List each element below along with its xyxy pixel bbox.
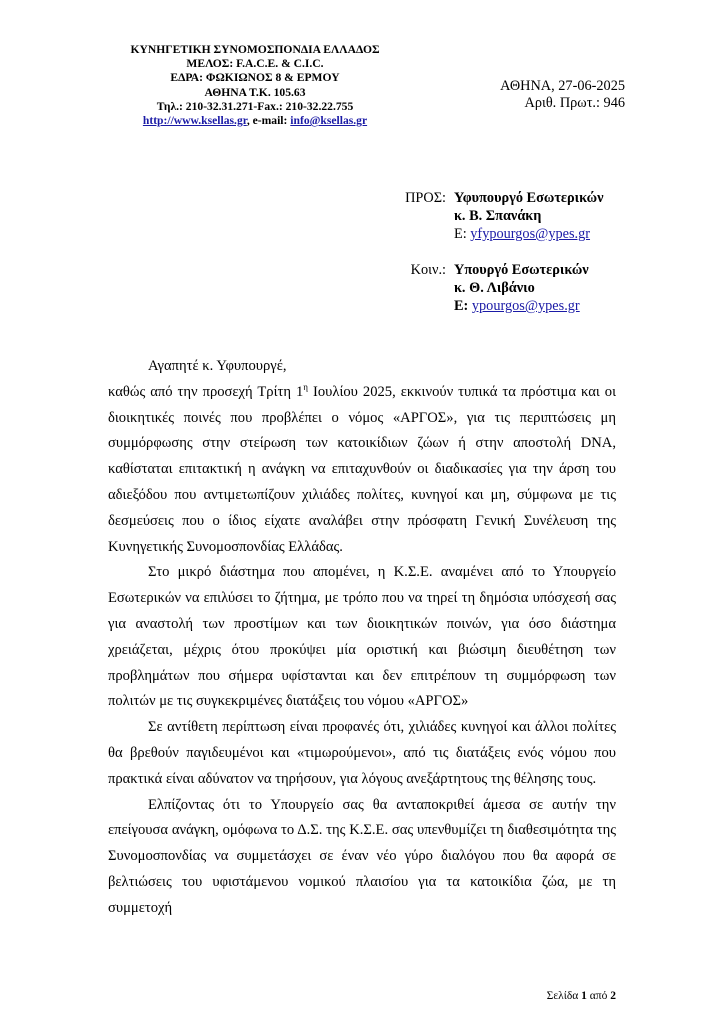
to-title: Υφυπουργό Εσωτερικών bbox=[454, 190, 604, 206]
to-email-line bbox=[454, 225, 603, 243]
paragraph-1 bbox=[108, 380, 616, 561]
page-word: Σελίδα bbox=[546, 990, 582, 1002]
to-label: ΠΡΟΣ: bbox=[405, 190, 446, 206]
recipients-block bbox=[394, 189, 603, 315]
ordinal-superscript: η bbox=[303, 381, 309, 392]
cc-email-line bbox=[454, 297, 589, 315]
org-name: ΚΥΝΗΓΕΤΙΚΗ ΣΥΝΟΜΟΣΠΟΝΔΙΑ ΕΛΛΑΔΟΣ bbox=[130, 43, 380, 56]
cc-email-label: Ε: bbox=[454, 298, 472, 314]
current-page: 1 bbox=[581, 990, 587, 1002]
recipient-to bbox=[394, 189, 603, 243]
to-name: κ. Β. Σπανάκη bbox=[454, 208, 542, 224]
paragraph-4: Ελπίζοντας ότι το Υπουργείο σας θα ανταποκριθεί άμεσα σε αυτήν την επείγουσα ανάγκη, ομόφωνα το Δ.Σ. της Κ.Σ.Ε. σας υπενθυμίζει τη διαθεσιμότητα της Συνομοσπονδίας να συμμετάσχει σε έναν νέο γύρο διαλόγου που θα αφορά σε βελτιώσεις του υφιστάμενου νομικού πλαισίου για τα κατοικίδια ζώα, με τη συμμετοχή bbox=[108, 796, 616, 916]
greeting: Αγαπητέ κ. Υφυπουργέ, bbox=[148, 358, 287, 374]
org-city-postal: ΑΘΗΝΑ Τ.Κ. 105.63 bbox=[204, 85, 306, 99]
org-email-link[interactable]: info@ksellas.gr bbox=[290, 114, 368, 128]
page-footer bbox=[547, 990, 616, 1002]
website-link[interactable]: http://www.ksellas.gr bbox=[142, 114, 247, 128]
to-email-link[interactable]: yfypourgos@ypes.gr bbox=[470, 226, 591, 242]
letter-body bbox=[108, 354, 616, 922]
date-protocol-block bbox=[500, 78, 625, 112]
cc-label: Κοιν.: bbox=[410, 262, 446, 278]
paragraph-1-start: καθώς από την προσεχή Τρίτη 1 bbox=[108, 383, 304, 400]
org-contact-line bbox=[110, 114, 400, 128]
paragraph-2: Στο μικρό διάστημα που απομένει, η Κ.Σ.Ε. αναμένει από το Υπουργείο Εσωτερικών να επιλύσει το ζήτημα, με τρόπο που να τηρεί τη δημόσια υπόσχεσή σας για αναστολή των προστίμων και των διοικητικών ποινών, για όσο διάστημα χρειάζεται, μέχρις ότου προκύψει μία οριστική και βιώσιμη διευθέτηση των προβλημάτων που σήμερα υφίστανται και δεν επιτρέπουν τη συμμόρφωση των πολιτών με τις συγκεκριμένες διατάξεις του νόμου «ΑΡΓΟΣ» bbox=[108, 564, 616, 710]
to-email-label: Ε: bbox=[454, 226, 471, 242]
recipient-cc bbox=[394, 261, 603, 315]
organization-letterhead bbox=[110, 43, 400, 128]
paragraph-1-rest: Ιουλίου 2025, εκκινούν τυπικά τα πρόστιμα και οι διοικητικές ποινές που προβλέπει ο νόμος «ΑΡΓΟΣ», για τις περιπτώσεις μη συμμόρφωσης στην στείρωση των κατοικίδιων ζώων ή στην αποστολή DNA, καθίσταται επιτακτική η ανάγκη να επιταχυνθούν οι διαδικασίες για την άρση του αδιεξόδου που αντιμετωπίζουν χιλιάδες πολίτες, κυνηγοί και μη, σύμφωνα με τις δεσμεύσεις που ο ίδιος είχατε αναλάβει στην πρόσφατη Γενική Συνέλευση της Κυνηγετικής Συνομοσπονδίας Ελλάδας. bbox=[108, 383, 616, 555]
email-separator: , e-mail: bbox=[246, 114, 291, 128]
paragraph-3: Σε αντίθετη περίπτωση είναι προφανές ότι, χιλιάδες κυνηγοί και άλλοι πολίτες θα βρεθούν παγιδευμένοι και «τιμωρούμενοι», από τις διατάξεις ενός νόμου που πρακτικά είναι αδύνατον να τηρήσουν, για λόγους ανεξάρτητους της θέλησης τους. bbox=[108, 719, 616, 787]
org-membership: ΜΕΛΟΣ: F.A.C.E. & C.I.C. bbox=[186, 57, 324, 71]
protocol-number: Αριθ. Πρωτ.: 946 bbox=[524, 95, 625, 111]
org-phone-fax: Τηλ.: 210-32.31.271-Fax.: 210-32.22.755 bbox=[156, 99, 354, 113]
place-date: ΑΘΗΝΑ, 27-06-2025 bbox=[500, 78, 625, 94]
total-pages: 2 bbox=[610, 990, 616, 1002]
org-seat: ΕΔΡΑ: ΦΩΚΙΩΝΟΣ 8 & ΕΡΜΟΥ bbox=[170, 71, 340, 85]
cc-name: κ. Θ. Λιβάνιο bbox=[454, 280, 535, 296]
cc-email-link[interactable]: ypourgos@ypes.gr bbox=[471, 298, 580, 314]
of-word: από bbox=[586, 990, 611, 1002]
cc-title: Υπουργό Εσωτερικών bbox=[454, 262, 589, 278]
